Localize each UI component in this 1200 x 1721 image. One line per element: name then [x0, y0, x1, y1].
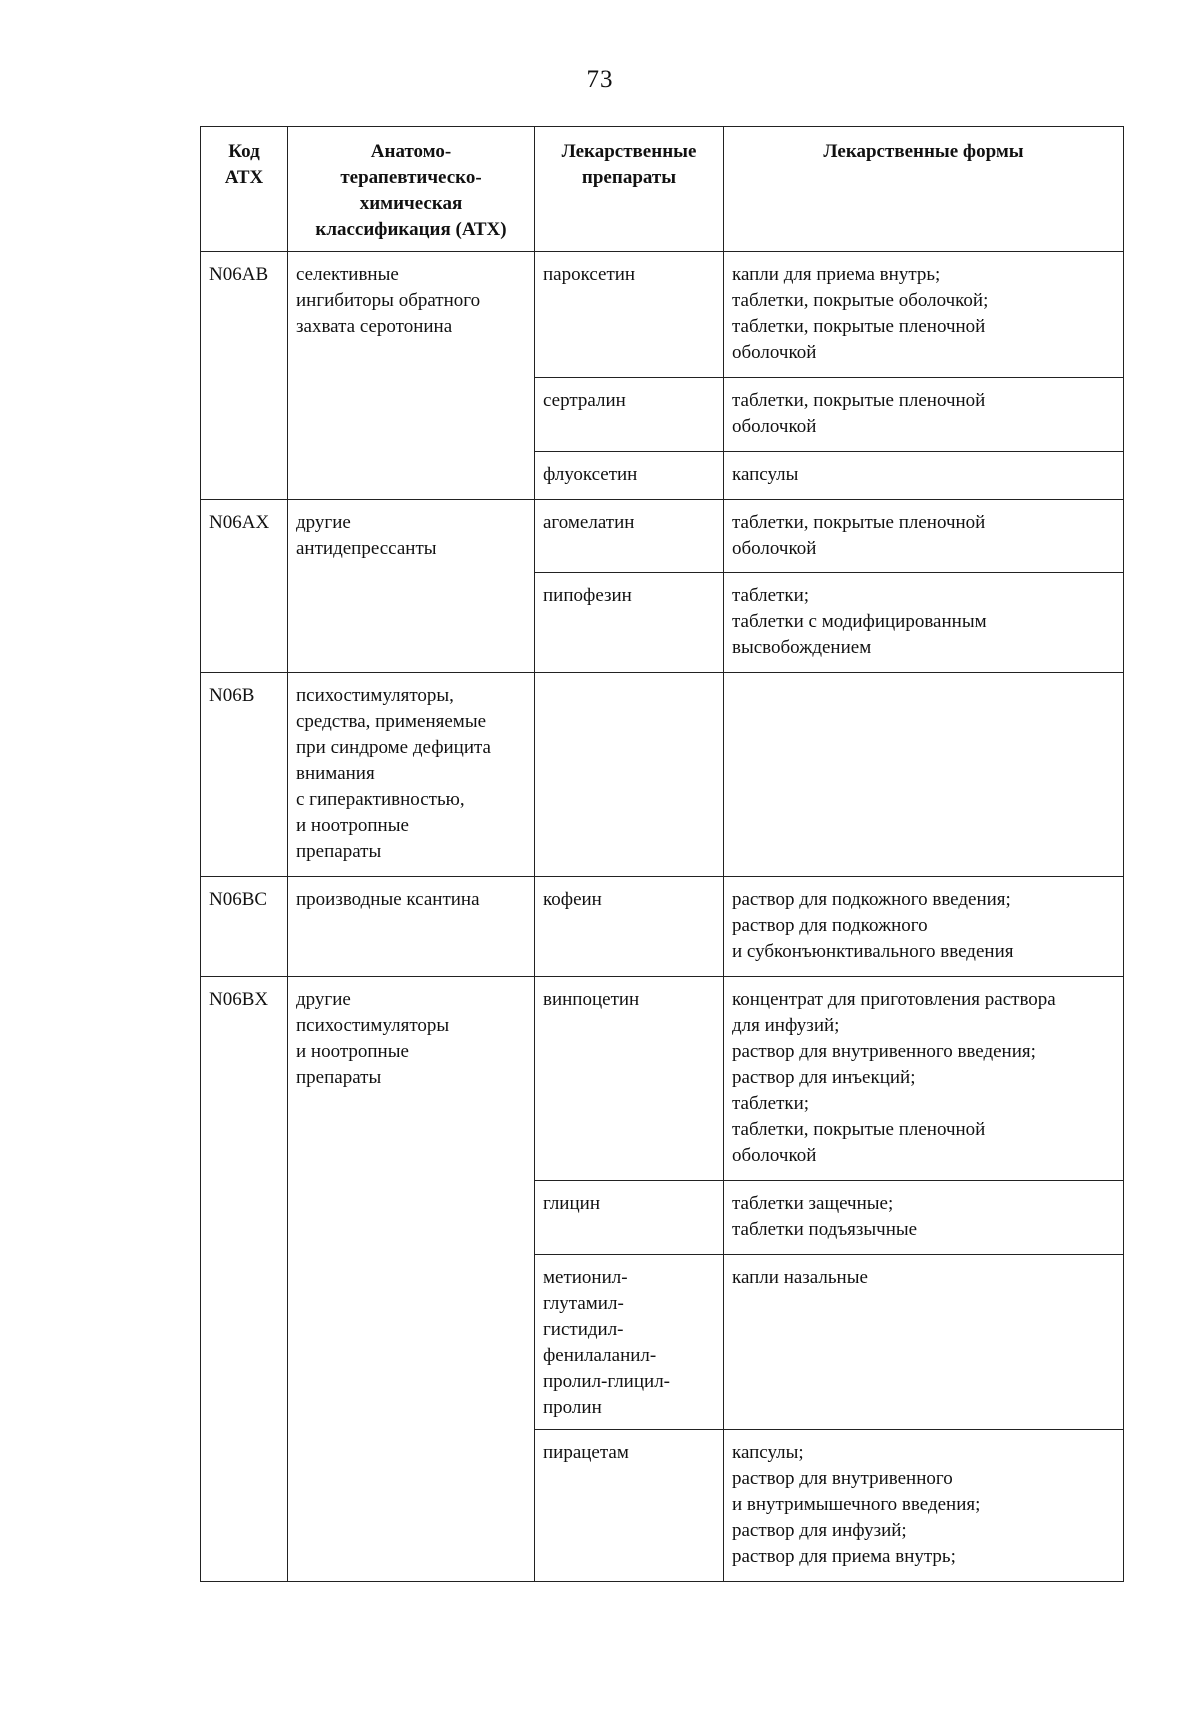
classification-cell: производные ксантина: [288, 877, 535, 977]
table-row: [201, 877, 1124, 977]
classification-cell: другие антидепрессанты: [288, 500, 535, 673]
forms-cell: капли для приема внутрь; таблетки, покрытые оболочкой; таблетки, покрытые пленочной оболочкой: [724, 252, 1124, 378]
forms-cell: таблетки; таблетки с модифицированным высвобождением: [724, 573, 1124, 673]
table-row: [201, 252, 1124, 378]
header-classification: Анатомо- терапевтическо- химическая классификация (АТХ): [288, 127, 535, 252]
drug-cell: кофеин: [535, 877, 724, 977]
forms-cell: капсулы: [724, 452, 1124, 500]
atx-code-cell: N06B: [201, 673, 288, 877]
table-header-row: [201, 127, 1124, 252]
drug-cell: пипофезин: [535, 573, 724, 673]
drug-cell: пароксетин: [535, 252, 724, 378]
header-drugs: Лекарственные препараты: [535, 127, 724, 252]
forms-cell: капли назальные: [724, 1255, 1124, 1430]
classification-cell: селективные ингибиторы обратного захвата серотонина: [288, 252, 535, 500]
drug-cell: винпоцетин: [535, 977, 724, 1181]
table-row: [201, 673, 1124, 877]
atx-drug-table: [200, 126, 1124, 1582]
header-forms: Лекарственные формы: [724, 127, 1124, 252]
forms-cell: таблетки, покрытые пленочной оболочкой: [724, 378, 1124, 452]
atx-code-cell: N06BC: [201, 877, 288, 977]
table-row: [201, 977, 1124, 1181]
forms-cell: [724, 673, 1124, 877]
forms-cell: раствор для подкожного введения; раствор для подкожного и субконъюнктивального введения: [724, 877, 1124, 977]
drug-cell: метионил- глутамил- гистидил- фенилаланил- пролил-глицил- пролин: [535, 1255, 724, 1430]
header-code: Код АТХ: [201, 127, 288, 252]
forms-cell: таблетки, покрытые пленочной оболочкой: [724, 500, 1124, 573]
classification-cell: другие психостимуляторы и ноотропные препараты: [288, 977, 535, 1582]
drug-cell: флуоксетин: [535, 452, 724, 500]
forms-cell: концентрат для приготовления раствора для инфузий; раствор для внутривенного введения; раствор для инъекций; таблетки; таблетки, покрытые пленочной оболочкой: [724, 977, 1124, 1181]
page-number: 73: [586, 66, 614, 93]
drug-cell: пирацетам: [535, 1430, 724, 1582]
atx-code-cell: N06AB: [201, 252, 288, 500]
drug-cell: глицин: [535, 1181, 724, 1255]
atx-code-cell: N06AX: [201, 500, 288, 673]
drug-cell: сертралин: [535, 378, 724, 452]
atx-code-cell: N06BX: [201, 977, 288, 1582]
drug-cell: [535, 673, 724, 877]
classification-cell: психостимуляторы, средства, применяемые при синдроме дефицита внимания с гиперактивностью, и ноотропные препараты: [288, 673, 535, 877]
forms-cell: таблетки защечные; таблетки подъязычные: [724, 1181, 1124, 1255]
table-row: [201, 500, 1124, 573]
drug-cell: агомелатин: [535, 500, 724, 573]
forms-cell: капсулы; раствор для внутривенного и внутримышечного введения; раствор для инфузий; раствор для приема внутрь;: [724, 1430, 1124, 1582]
